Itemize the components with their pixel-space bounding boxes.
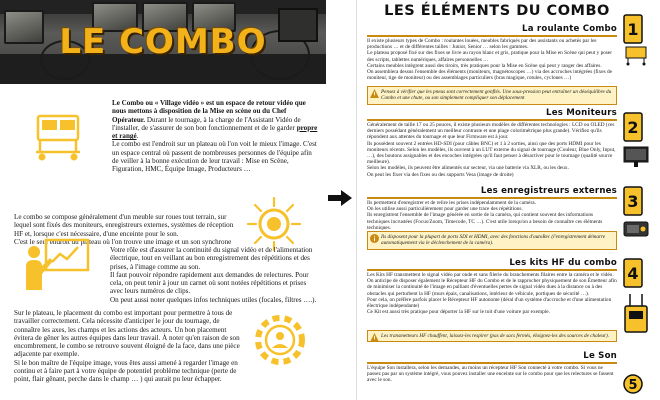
intro-paragraph	[112, 99, 318, 174]
section-rule	[367, 35, 617, 37]
section-text-son: L'équipe Son installera, selon les demandes, au moins un récepteur HF Son connecté à votre combo. Si vous ne passez pas par un système intégré, vous pouvez installer une enceinte sur le combo pour que les relectures se fassent avec le son.	[367, 365, 614, 384]
intro-after-text: .	[136, 132, 139, 141]
section-text-moniteurs: Généralement de taille 17 ou 25 pouces, il existe plusieurs modèles de différentes technologies : LCD ou OLED (ces derniers possédant généralement un meilleur contraste et une plage colorimétrique plus grande). Vérifiez qu'ils répondent aux attentes du tournage et que leur Firmware est à jour. Ils possèdent souvent 2 entrées HD-SDI (pour câbles BNC) et 1 à 2 sorties, ainsi que des ports HDMI pour les moniteurs récents. Selon les modèles, ils ouvrent à un LUT externe du signal de tournage (Couleur, Blue Only, Input, …), des boutons assignables et des encoches intégrées qu'il faut penser à désactiver pour le tournage (qualité source meilleure). Selon les modèles, ils peuvent être alimentés sur secteur, via une batterie via XLR, ou les deux. On peut les fixer via des fixes ou des supports Vesa (image de droite)	[367, 122, 616, 178]
section-text-kits-hf: Les Kits HF transmettent le signal vidéo par onde et sans filerie du branchements filaires entre la caméra et le vidéo. On anticipe de disposer également le Récepteur HF du Combo et de le rapprocher physiquement de son Émetteur afin de minimiser la continuité de l'image en palliant d'éventuelles pertes de signal vidéo dues à la distance ou à des obstacles qui perturbent la HF (murs épais, canalisations, intérieur de véhicule, portiques de sécurité …). Pour cela, on préfère parfois placer le Récepteur HF autonome (déral d'un système d'accroche et d'une alimentation électrique indépendante) Ce Kit est aussi très pratique pour déporter la HF sur le toit d'une voiture par exemple.	[367, 272, 617, 316]
hf-transmitter-icon	[623, 294, 649, 334]
section-text-roulante: Il existe plusieurs types de Combo : roulantes louées, meubles fabriqués par des assistants ou achetés par les productions … et de différentes tailles : Junior, Senior … selon les gammes. Le plateau proposé fixé sur des fixes se livre au rayon blanc et gris, pratique pour la Mise en Scène qui peut y poser des scripts, tablettes numériques, affaires personnelles … Certains meubles intègrent aussi des tiroirs, très pratiques pour la Mise en Scène qui peut y ranger des affaires. On assemblera dessus l'ensemble des éléments (moniteurs, magnétoscopes …) via des accroches intégrées (fixes de moniteur, tige de moniteur) ou des assemblages particuliers (bras magique, rotules, cyclones …)	[367, 38, 613, 82]
section-number-label: 1	[627, 20, 639, 39]
section-text-enregistreurs: Ils permettent d'enregistrer et de relire les prises indépendamment de la caméra. On les utilise aussi particulièrement pour garder une trace des répétitions. Ils enregistrent l'ensemble de l'image générée en sortie de la caméra, qui contient souvent des informations techniques incrustées (Focus/Zoom, Timecode, TC …). C'est utile lorsqu'on a besoin de connaître ces éléments techniques.	[367, 200, 603, 231]
gear-icon	[246, 196, 302, 252]
note-box-kits-hf	[367, 330, 617, 342]
cart-thumbnail-icon	[623, 46, 649, 66]
note-text-enregistreurs: Ils disposent pour la plupart de ports SDI et HDMI, avec des fonctions d'autoRec (l'enregistrement démarre automatiquement via le déclenchement de la caméra).	[381, 234, 606, 247]
settings-person-icon	[252, 312, 308, 368]
section-number-label: 5	[628, 378, 638, 393]
section-number-label: 2	[627, 118, 639, 137]
section-heading-kits-hf: Les kits HF du combo	[509, 258, 617, 268]
composition-paragraph: Le combo se compose généralement d'un meuble sur roues tout terrain, sur lequel sont fixés des moniteurs, enregistreurs externes, systèmes de réception HF et, lorsque c'est nécessaire, d'une enceinte pour le son. C'est le seul endroit du plateau où l'on trouve une image et un son synchrone	[14, 213, 234, 246]
page-title: LES ÉLÉMENTS DU COMBO	[384, 3, 610, 19]
note-text-kits-hf: Les transmetteurs HF chauffent, laissez-les respirer (pas de sacs fermés, éloignez-les des sources de chaleur).	[381, 333, 610, 339]
video-cart-icon	[30, 112, 86, 162]
warning-icon	[370, 333, 379, 342]
section-heading-roulante: La roulante Combo	[522, 24, 617, 34]
section-number-2	[623, 112, 643, 142]
info-icon	[370, 234, 379, 243]
section-heading-son: Le Son	[583, 351, 617, 361]
section-heading-enregistreurs: Les enregistreurs externes	[480, 186, 617, 196]
hero-photo-banner	[0, 0, 326, 84]
section-rule	[367, 119, 617, 121]
section-number-label: 4	[627, 264, 639, 283]
note-box-roulante	[367, 86, 617, 105]
note-box-enregistreurs	[367, 231, 617, 250]
presenter-board-icon	[20, 236, 94, 292]
section-number-4	[623, 258, 643, 288]
section-number-3	[623, 186, 643, 216]
right-arrow-icon	[328, 190, 352, 206]
section-rule	[367, 197, 617, 199]
recorder-thumbnail-icon	[623, 220, 649, 238]
note-text-roulante: Pensez à vérifier que les pneus sont correctement gonflés. Une sous-pression peut entraîner un déséquilibre du Combo et une chute, ou son simplement compliquer son déplacement	[381, 89, 612, 102]
intro-underline-text: propre et rangé	[112, 123, 318, 141]
section-number-5	[623, 368, 643, 398]
intro-bold-text: Le Combo ou « Village vidéo » est un espace de retour vidéo que nous mettons à disposition de la Mise en scène ou du Chef Opérateur.	[112, 99, 306, 124]
section-number-label: 3	[627, 192, 639, 211]
right-page	[356, 0, 660, 400]
warning-icon	[370, 89, 379, 98]
monitor-thumbnail-icon	[623, 146, 649, 168]
section-number-1	[623, 14, 643, 44]
section-rule	[367, 269, 617, 271]
section-rule	[367, 362, 617, 364]
intro-text: Durant le tournage, à la charge de l'Assistant Vidéo de l'installer, de s'assurer de son bon fonctionnement et de le garder	[112, 115, 301, 132]
hero-title: LE COMBO	[59, 22, 267, 62]
role-paragraph: Votre rôle est d'assurer la continuité du signal vidéo et de l'alimentation électrique, tout en veillant au bon enregistrement des répétitions et des prises, à l'image comme au son. Il faut pouvoir répondre rapidement aux demandes de relectures. Pour cela, on peut tenir à jour un carnet où sont notées répétitions et prises avec leurs numéros de clips. On peut aussi noter quelques infos techniques utiles (focales, filtres ….).	[110, 246, 317, 304]
placement-paragraph: Sur le plateau, le placement du combo est important pour permettre à tous de travailler correctement. Cela nécessite d'anticiper le jour du tournage, de connaître les axes, les champs et les actions des acteurs. Un bon placement évitera de gêner les autres équipes dans leur travail. À noter qu'en raison de son encombrement, le combo se retrouve souvent éloigné de la face, dans une pièce adjacente par exemple. Si le bon maître de l'équipe image, vous êtes aussi amené à regarder l'image en continu et à faire part à votre équipe de potentiel problème technique (perte de point, flair gênant, perche dans le champ … ) qui aurait pu leur échapper.	[14, 309, 240, 384]
left-page	[0, 0, 326, 400]
section-heading-moniteurs: Les Moniteurs	[546, 108, 617, 118]
intro-rest-text: Le combo est l'endroit sur un plateau où l'on voit le mieux l'image. C'est un espace central où passent de nombreuses personnes de l'équipe afin de veiller à la bonne exécution de leur travail : Mise en Scène, Figuration, HMC, Équipe Image, Producteurs …	[112, 140, 317, 174]
